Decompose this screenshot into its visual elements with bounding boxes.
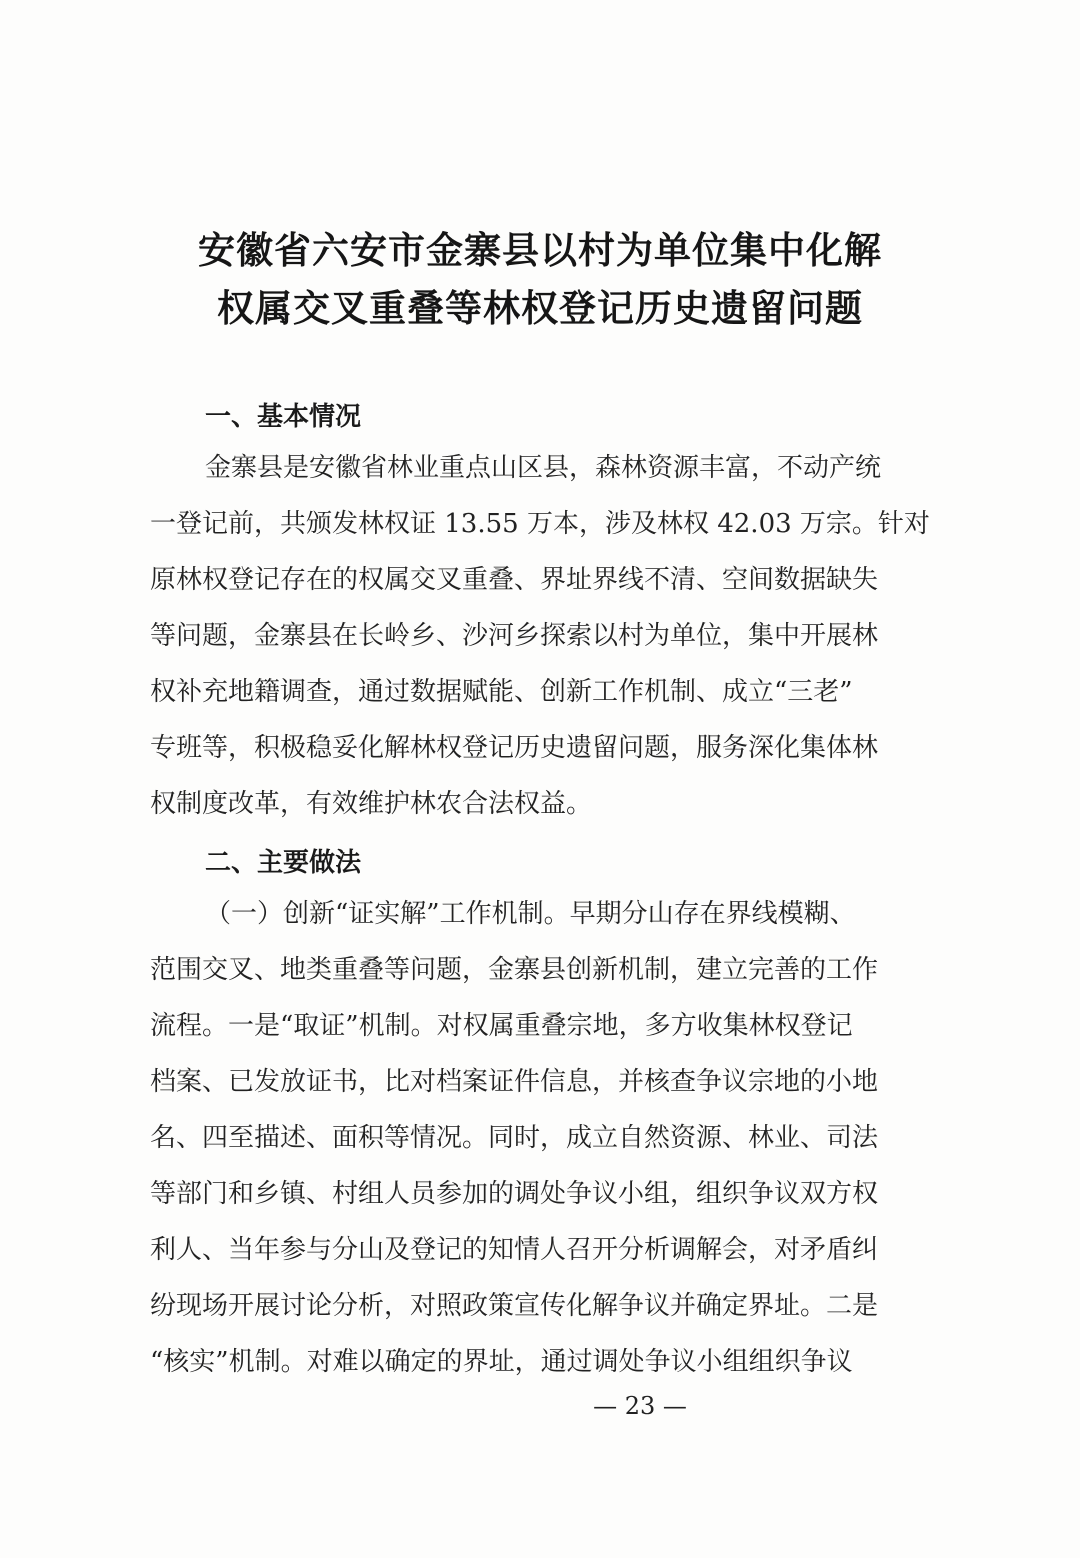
paragraph-line: 金寨县是安徽省林业重点山区县，森林资源丰富，不动产统 (205, 453, 882, 483)
page-number: — 23 — (593, 1392, 687, 1420)
paragraph-line: “核实”机制。对难以确定的界址，通过调处争议小组组织争议 (150, 1347, 853, 1377)
document-title-line-2: 权属交叉重叠等林权登记历史遗留问题 (217, 287, 863, 330)
paragraph-line: 纷现场开展讨论分析，对照政策宣传化解争议并确定界址。二是 (150, 1291, 879, 1321)
paragraph-line: 流程。一是“取证”机制。对权属重叠宗地，多方收集林权登记 (150, 1011, 853, 1041)
paragraph-line: 一登记前，共颁发林权证 13.55 万本，涉及林权 42.03 万宗。针对 (150, 509, 930, 539)
paragraph-line: （一）创新“证实解”工作机制。早期分山存在界线模糊、 (205, 899, 856, 929)
paragraph-line: 利人、当年参与分山及登记的知情人召开分析调解会，对矛盾纠 (150, 1235, 879, 1265)
paragraph-line: 权补充地籍调查，通过数据赋能、创新工作机制、成立“三老” (150, 677, 853, 707)
paragraph-line: 档案、已发放证书，比对档案证件信息，并核查争议宗地的小地 (150, 1067, 879, 1097)
paragraph-line: 范围交叉、地类重叠等问题，金寨县创新机制，建立完善的工作 (150, 955, 879, 985)
paragraph-line: 原林权登记存在的权属交叉重叠、界址界线不清、空间数据缺失 (150, 565, 879, 595)
document-title-line-1: 安徽省六安市金寨县以村为单位集中化解 (198, 229, 882, 272)
paragraph-line: 名、四至描述、面积等情况。同时，成立自然资源、林业、司法 (150, 1123, 879, 1153)
section-heading-main-practices: 二、主要做法 (205, 848, 362, 878)
paragraph-line: 权制度改革，有效维护林农合法权益。 (150, 789, 593, 819)
paragraph-line: 专班等，积极稳妥化解林权登记历史遗留问题，服务深化集体林 (150, 733, 879, 763)
section-heading-basic-situation: 一、基本情况 (205, 402, 362, 432)
paragraph-line: 等问题，金寨县在长岭乡、沙河乡探索以村为单位，集中开展林 (150, 621, 879, 651)
paragraph-line: 等部门和乡镇、村组人员参加的调处争议小组，组织争议双方权 (150, 1179, 879, 1209)
